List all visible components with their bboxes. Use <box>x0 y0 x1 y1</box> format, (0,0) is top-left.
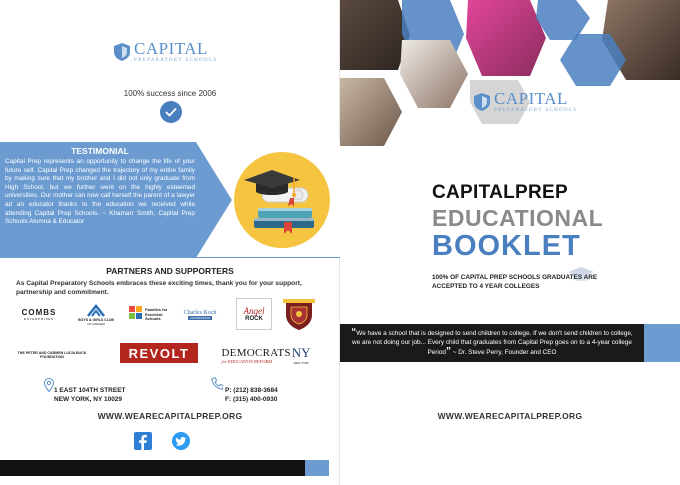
college-acceptance-claim: 100% OF CAPITAL PREP SCHOOLS GRADUATES ARE ACCEPTED TO 4 YEAR COLLEGES <box>432 274 598 290</box>
bgc-hands-icon <box>86 304 106 318</box>
location-pin-icon <box>44 378 54 392</box>
buck-foundation-logo: THE PETER AND CARMEN LUCIA BUCK FOUNDATION <box>17 350 87 359</box>
revolt-logo: REVOLT <box>120 343 198 363</box>
title-line-educational: EDUCATIONAL <box>432 205 604 231</box>
phone-block: P: (212) 838-3684 F: (315) 400-0930 <box>225 387 278 403</box>
testimonial-title: TESTIMONIAL <box>71 146 129 156</box>
quote-accent-block <box>644 324 680 362</box>
footer-accent <box>305 460 329 476</box>
families-icon <box>129 306 143 324</box>
hex-photo-graduate <box>400 40 468 108</box>
hex-photo-classroom <box>466 0 546 76</box>
check-icon <box>160 101 182 123</box>
graduation-books-icon <box>232 150 332 250</box>
families-excellent-schools-logo: Families for Excellent Schools <box>127 303 173 327</box>
quote-text: We have a school that is designed to send children to college. If we don't send children to college, we are not doing our job... Every child that graduates from Capital Prep goes on to a 4-year college Period <box>352 330 633 356</box>
twitter-icon[interactable] <box>172 432 190 450</box>
footer-bar <box>0 460 305 476</box>
quote-mark-icon: “ <box>351 327 357 338</box>
founder-quote <box>340 324 644 362</box>
website-link-cover[interactable]: WWW.WEARECAPITALPREP.ORG <box>437 411 583 421</box>
capital-prep-logo-cover: CAPITAL PREPARATORY SCHOOLS <box>474 90 577 113</box>
photo-hexagon-collage <box>340 0 680 150</box>
crest-logo <box>282 296 316 332</box>
hex-photo-students <box>340 0 410 70</box>
boys-girls-club-logo: BOYS & GIRLS CLUB OF HARLEM <box>70 302 122 328</box>
hex-photo-student-boy <box>340 78 402 146</box>
angel-rock-logo: Angel ROCK <box>236 298 272 330</box>
crest-icon <box>283 297 315 331</box>
shield-icon <box>474 93 490 111</box>
website-link[interactable]: WWW.WEARECAPITALPREP.ORG <box>97 411 243 421</box>
testimonial-text: Capital Prep represents an opportunity to change the life of your future self. Capital Prep changed the trajectory of my entire family by making sure that my brother and I did not only graduate from High School, but we further went on the highly esteemed universities. Our mother can now call herself the parent of a lawyer ad an educator thanks to the education we received while attending Capital Prep Schools. ~ Khamarr Smith, Capital Prep Schools Alumna & Educator <box>5 158 195 226</box>
shield-icon <box>114 43 130 61</box>
combs-logo: COMBS ENTERPRISES <box>21 307 57 321</box>
success-tagline: 100% success since 2006 <box>123 89 217 98</box>
testimonial-section <box>0 142 340 258</box>
partners-title: PARTNERS AND SUPPORTERS <box>106 266 234 276</box>
quote-author: ~ Dr. Steve Perry, Founder and CEO <box>452 349 557 356</box>
democrats-for-education-reform-logo: DEMOCRATS for EDUCATION REFORM NY NEW YORK <box>221 345 311 365</box>
booklet-title <box>432 182 603 263</box>
title-line-capitalprep: CAPITALPREP <box>432 182 568 203</box>
capital-prep-logo: CAPITAL PREPARATORY SCHOOLS <box>114 40 217 63</box>
address-block: 1 EAST 104TH STREET NEW YORK, NY 10029 <box>54 387 126 403</box>
quote-mark-close-icon: ” <box>445 346 451 357</box>
phone-icon <box>211 377 223 390</box>
partners-intro: As Capital Preparatory Schools embraces these exciting times, thank you for your support, partnership and commitment. <box>16 280 302 296</box>
facebook-icon[interactable] <box>134 432 152 450</box>
charles-koch-logo: Charles Koch FOUNDATION <box>183 310 217 320</box>
cover-panel <box>340 0 680 485</box>
title-line-booklet: BOOKLET <box>432 230 581 262</box>
